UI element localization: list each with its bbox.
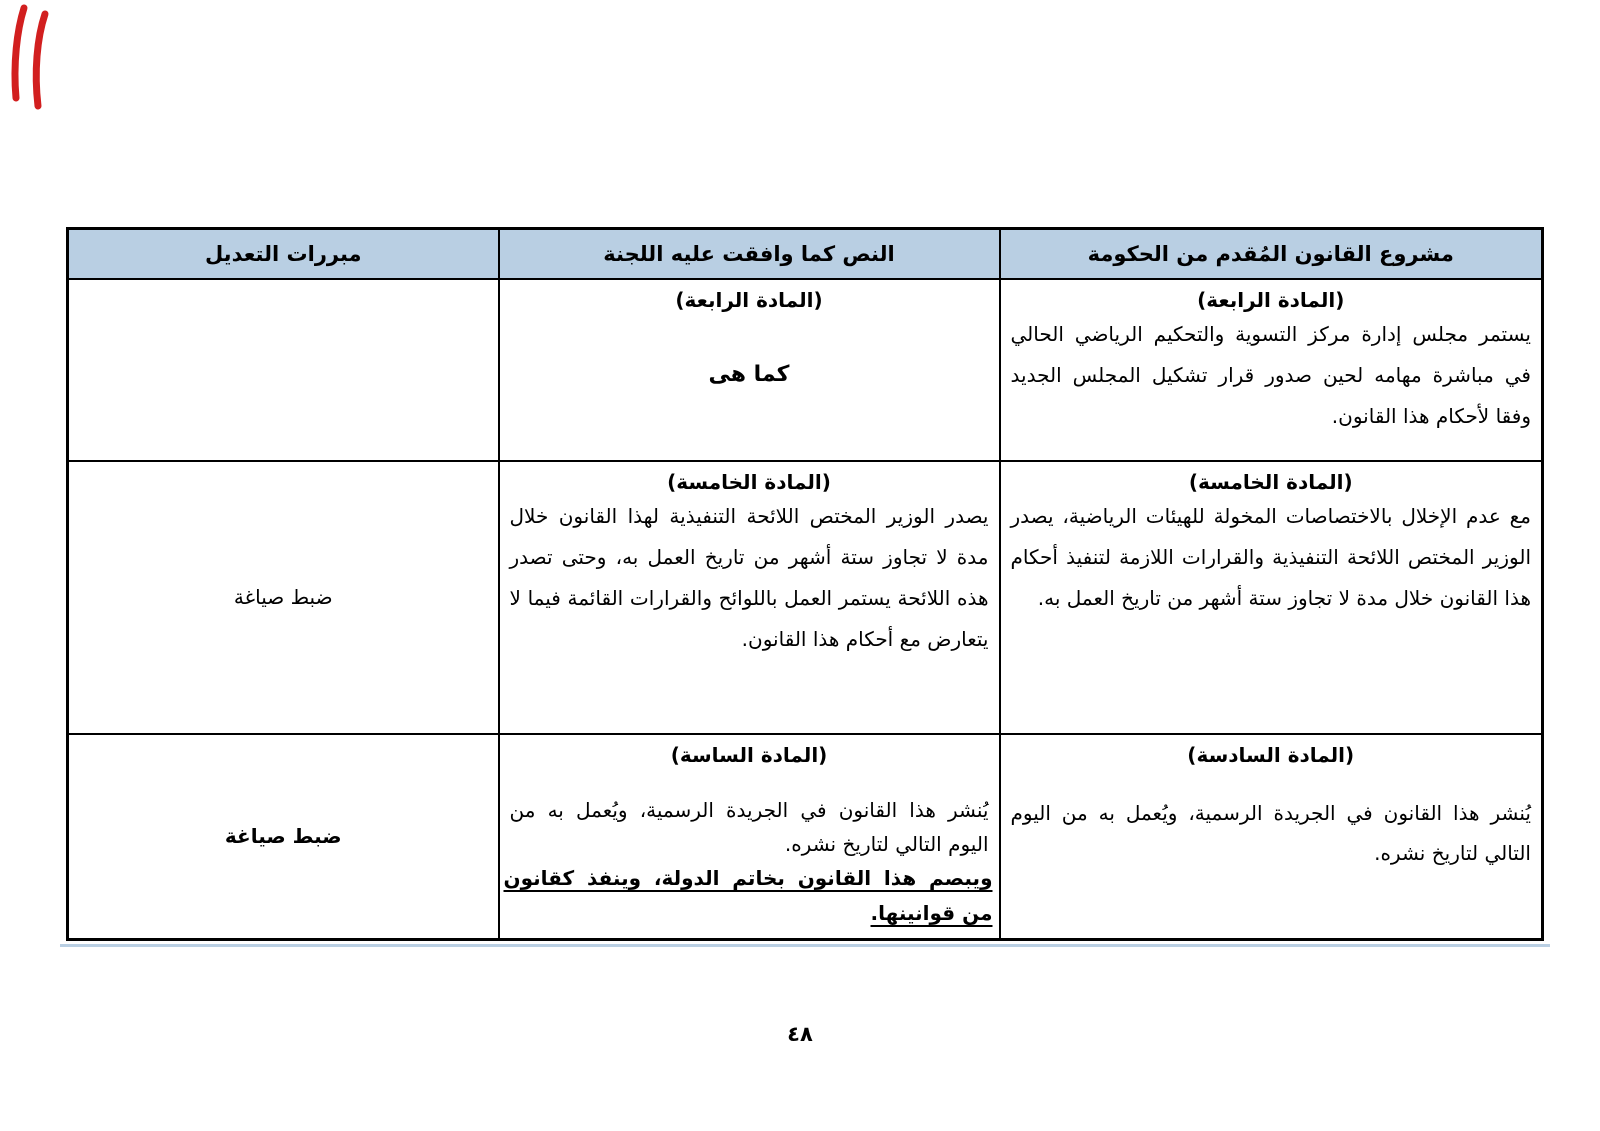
- article-5-body-committee: يصدر الوزير المختص اللائحة التنفيذية لهذا القانون خلال مدة لا تجاوز ستة أشهر من تاريخ العمل به، وحتى تصدر هذه اللائحة يستمر العمل باللوائح والقرارات القائمة فيما لا يتعارض مع أحكام هذا القانون.: [509, 503, 989, 651]
- article-4-as-is-note: كما هى: [708, 361, 790, 387]
- article-6-title-committee: (المادة الساسة): [670, 742, 828, 767]
- committee-cell-article-5: [499, 461, 1000, 734]
- red-corner-mark: [4, 2, 52, 112]
- article-5-title-committee: (المادة الخامسة): [667, 469, 831, 494]
- government-cell-article-5: [1000, 461, 1543, 734]
- article-4-title-government: (المادة الرابعة): [1197, 287, 1345, 312]
- header-government-column: مشروع القانون المُقدم من الحكومة: [1000, 229, 1543, 279]
- article-5-title-government: (المادة الخامسة): [1188, 469, 1353, 494]
- article-4-body-government: يستمر مجلس إدارة مركز التسوية والتحكيم الرياضي الحالي في مباشرة مهامه لحين صدور قرار تشكيل المجلس الجديد وفقا لأحكام هذا القانون.: [1010, 321, 1531, 428]
- table-bottom-scan-line: [60, 944, 1550, 947]
- page-number: ٤٨: [787, 1022, 813, 1046]
- header-justification-column: مبررات التعديل: [68, 229, 499, 279]
- table-row-article-5: [68, 461, 1543, 734]
- table-row-article-4: [68, 279, 1543, 461]
- justification-cell-article-5: ضبط صياغة: [68, 461, 499, 734]
- committee-cell-article-6: [499, 734, 1000, 940]
- government-cell-article-6: [1000, 734, 1543, 940]
- article-5-body-government: مع عدم الإخلال بالاختصاصات المخولة للهيئات الرياضية، يصدر الوزير المختص اللائحة التنفيذية والقرارات اللازمة لتنفيذ أحكام هذا القانون خلال مدة لا تجاوز ستة أشهر من تاريخ العمل به.: [1010, 503, 1531, 610]
- article-4-title-committee: (المادة الرابعة): [675, 287, 823, 312]
- header-committee-column: النص كما وافقت عليه اللجنة: [499, 229, 1000, 279]
- table-header-row: [68, 229, 1543, 279]
- article-6-body-government: يُنشر هذا القانون في الجريدة الرسمية، ويُعمل به من اليوم التالي لتاريخ نشره.: [1010, 800, 1531, 865]
- article-6-title-government: (المادة السادسة): [1187, 742, 1355, 767]
- justification-cell-article-6: ضبط صياغة: [68, 734, 499, 940]
- article-6-body-committee: يُنشر هذا القانون في الجريدة الرسمية، ويُعمل به من اليوم التالي لتاريخ نشره.: [509, 797, 989, 856]
- law-comparison-table: [66, 227, 1544, 941]
- committee-cell-article-4: [499, 279, 1000, 461]
- table-row-article-6: [68, 734, 1543, 940]
- government-cell-article-4: [1000, 279, 1543, 461]
- justification-cell-article-4: [68, 279, 499, 461]
- article-6-appendix-underlined: ويبصم هذا القانون بخاتم الدولة، وينفذ كقانون من قوانينها.: [503, 866, 993, 925]
